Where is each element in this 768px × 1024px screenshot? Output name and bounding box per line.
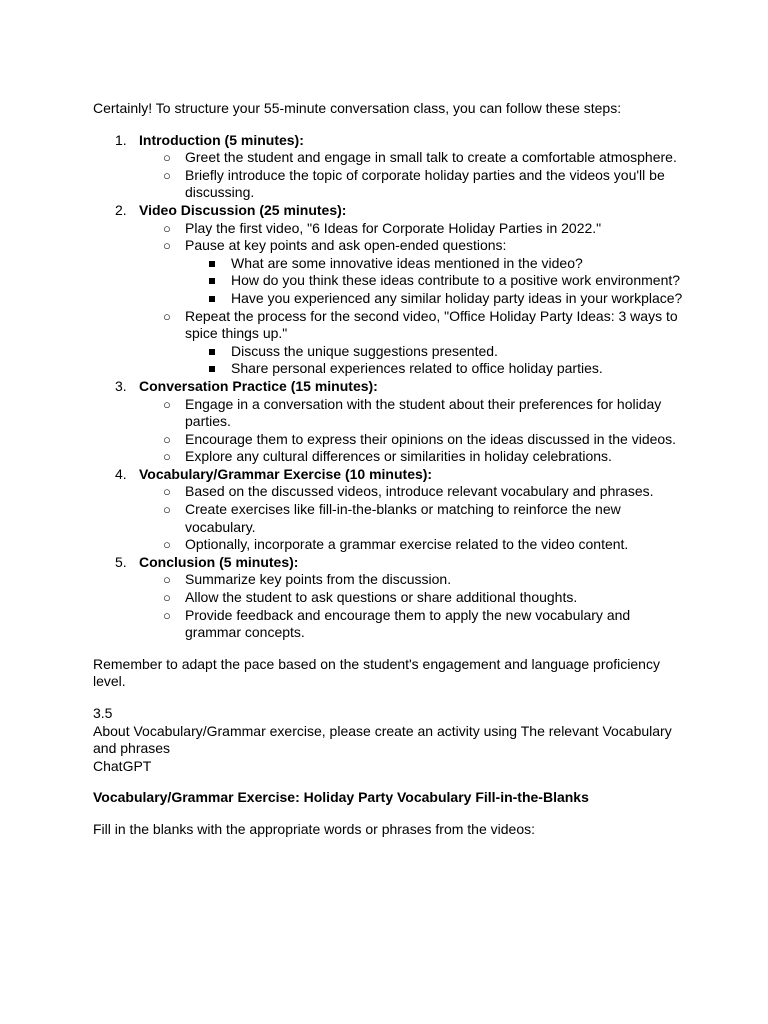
bullet-text: Engage in a conversation with the student about their preferences for holiday parties. (185, 395, 662, 430)
step-title: Conclusion (5 minutes): (139, 553, 299, 570)
exercise-title: Vocabulary/Grammar Exercise: Holiday Party Vocabulary Fill-in-the-Blanks (93, 789, 589, 806)
bullet-text: Greet the student and engage in small talk to create a comfortable atmosphere. (185, 149, 677, 166)
hollow-circle-bullet-icon: ○ (163, 537, 171, 553)
exercise-instructions: Fill in the blanks with the appropriate words or phrases from the videos: (93, 820, 535, 837)
step-number: 4. (115, 465, 127, 482)
bullet-item (139, 220, 683, 238)
step-bullets (139, 483, 683, 553)
hollow-circle-bullet-icon: ○ (163, 238, 171, 254)
square-bullet-icon (209, 366, 215, 372)
step-bullets (139, 396, 683, 466)
hollow-circle-bullet-icon: ○ (163, 167, 171, 183)
followup-block (93, 705, 683, 775)
bullet-item (139, 237, 683, 307)
bullet-text: Provide feedback and encourage them to apply the new vocabulary and grammar concepts. (185, 606, 631, 641)
step-item (93, 132, 683, 202)
responder-name: ChatGPT (93, 757, 152, 774)
step-title: Conversation Practice (15 minutes): (139, 377, 378, 394)
intro-paragraph: Certainly! To structure your 55-minute conversation class, you can follow these steps: (93, 100, 622, 116)
hollow-circle-bullet-icon: ○ (163, 572, 171, 588)
hollow-circle-bullet-icon: ○ (163, 484, 171, 500)
bullet-text: Encourage them to express their opinions on the ideas discussed in the videos. (185, 430, 677, 447)
square-bullet-icon (209, 278, 215, 284)
bullet-item (139, 607, 683, 642)
bullet-text: Pause at key points and ask open-ended questions: (185, 237, 507, 254)
bullet-item (139, 483, 683, 501)
bullet-text: Explore any cultural differences or similarities in holiday celebrations. (185, 448, 612, 465)
bullet-item (139, 167, 683, 202)
bullet-item (139, 448, 683, 466)
step-bullets (139, 149, 683, 202)
bullet-text: Create exercises like fill-in-the-blanks or matching to reinforce the new vocabulary. (185, 501, 621, 535)
step-item (93, 202, 683, 378)
document-body (93, 100, 683, 839)
hollow-circle-bullet-icon: ○ (163, 502, 171, 518)
bullet-item (139, 149, 683, 167)
hollow-circle-bullet-icon: ○ (163, 396, 171, 412)
steps-list (93, 132, 683, 642)
followup-label: 3.5 (93, 705, 113, 721)
step-title: Introduction (5 minutes): (139, 131, 304, 148)
square-bullet-icon (209, 261, 215, 267)
bullet-text: Based on the discussed videos, introduce relevant vocabulary and phrases. (185, 483, 654, 500)
sub-bullet-item (185, 290, 683, 308)
sub-bullet-text: Share personal experiences related to office holiday parties. (231, 360, 603, 377)
step-bullets (139, 220, 683, 378)
followup-question: About Vocabulary/Grammar exercise, please create an activity using The relevant Vocabulary and phrases (93, 722, 672, 757)
hollow-circle-bullet-icon: ○ (163, 308, 171, 324)
step-item (93, 554, 683, 642)
sub-bullets (185, 343, 683, 378)
hollow-circle-bullet-icon: ○ (163, 449, 171, 465)
bullet-text: Repeat the process for the second video, "Office Holiday Party Ideas: 3 ways to spice things up." (185, 307, 678, 342)
square-bullet-icon (209, 349, 215, 355)
bullet-item (139, 589, 683, 607)
sub-bullet-text: Have you experienced any similar holiday party ideas in your workplace? (231, 289, 683, 306)
step-item (93, 378, 683, 466)
bullet-text: Briefly introduce the topic of corporate holiday parties and the videos you'll be discussing. (185, 166, 665, 201)
step-item (93, 466, 683, 554)
bullet-item (139, 571, 683, 589)
step-title: Video Discussion (25 minutes): (139, 201, 347, 218)
hollow-circle-bullet-icon: ○ (163, 150, 171, 166)
hollow-circle-bullet-icon: ○ (163, 220, 171, 236)
bullet-item (139, 396, 683, 431)
hollow-circle-bullet-icon: ○ (163, 607, 171, 623)
sub-bullet-text: Discuss the unique suggestions presented. (231, 342, 498, 359)
bullet-text: Optionally, incorporate a grammar exercise related to the video content. (185, 536, 629, 553)
closing-paragraph: Remember to adapt the pace based on the student's engagement and language proficiency level. (93, 655, 660, 690)
sub-bullet-item (185, 255, 683, 273)
step-number: 2. (115, 201, 127, 218)
step-number: 3. (115, 377, 127, 394)
sub-bullet-text: How do you think these ideas contribute to a positive work environment? (231, 272, 681, 289)
sub-bullet-item (185, 343, 683, 361)
bullet-text: Allow the student to ask questions or share additional thoughts. (185, 589, 578, 606)
hollow-circle-bullet-icon: ○ (163, 431, 171, 447)
bullet-item (139, 536, 683, 554)
bullet-item (139, 431, 683, 449)
bullet-text: Summarize key points from the discussion. (185, 571, 452, 588)
bullet-text: Play the first video, "6 Ideas for Corporate Holiday Parties in 2022." (185, 219, 602, 236)
sub-bullet-item (185, 360, 683, 378)
sub-bullet-text: What are some innovative ideas mentioned in the video? (231, 254, 583, 271)
step-title: Vocabulary/Grammar Exercise (10 minutes): (139, 465, 433, 482)
step-number: 5. (115, 553, 127, 570)
bullet-item (139, 308, 683, 378)
step-bullets (139, 571, 683, 641)
square-bullet-icon (209, 296, 215, 302)
sub-bullets (185, 255, 683, 308)
hollow-circle-bullet-icon: ○ (163, 590, 171, 606)
sub-bullet-item (185, 272, 683, 290)
bullet-item (139, 501, 683, 536)
step-number: 1. (115, 131, 127, 148)
